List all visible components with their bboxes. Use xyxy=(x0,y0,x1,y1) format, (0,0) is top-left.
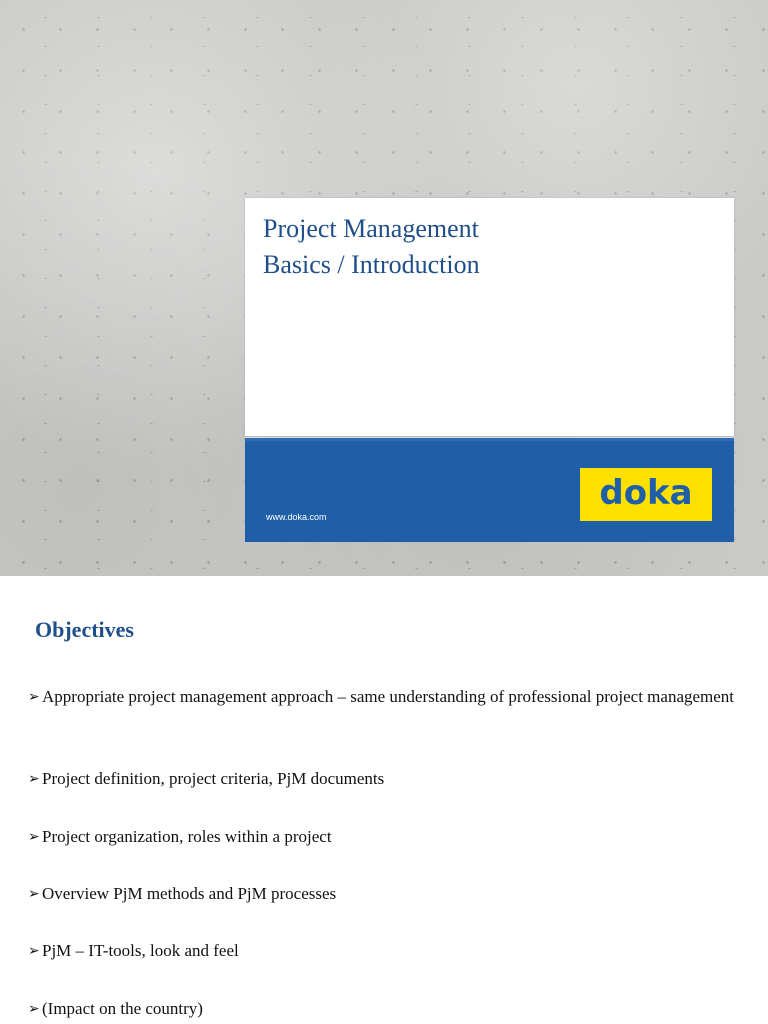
objective-text: Overview PjM methods and PjM processes xyxy=(42,884,337,903)
arrow-bullet-icon: ➢ xyxy=(28,943,40,959)
objective-item xyxy=(28,686,758,708)
arrow-bullet-icon: ➢ xyxy=(28,689,40,705)
objective-text: (Impact on the country) xyxy=(42,999,203,1018)
objectives-heading: Objectives xyxy=(35,617,134,642)
objective-text: PjM – IT-tools, look and feel xyxy=(42,941,239,960)
objective-item xyxy=(28,768,758,790)
arrow-bullet-icon: ➢ xyxy=(28,771,40,787)
objectives-slide xyxy=(0,576,768,1024)
title-line-2: Basics / Introduction xyxy=(263,250,480,279)
objective-item xyxy=(28,883,758,905)
arrow-bullet-icon: ➢ xyxy=(28,1001,40,1017)
objective-text: Project definition, project criteria, PjM documents xyxy=(42,769,385,788)
doka-logo-text: doka xyxy=(599,473,693,513)
arrow-bullet-icon: ➢ xyxy=(28,829,40,845)
website-url: www.doka.com xyxy=(266,512,327,522)
objective-item xyxy=(28,998,758,1020)
objective-item xyxy=(28,826,758,848)
arrow-bullet-icon: ➢ xyxy=(28,886,40,902)
doka-logo xyxy=(580,468,712,521)
objective-text: Appropriate project management approach – same understanding of professional project management xyxy=(42,687,735,706)
objective-text: Project organization, roles within a project xyxy=(42,827,332,846)
objective-item xyxy=(28,940,758,962)
title-card xyxy=(245,198,734,436)
title-line-1: Project Management xyxy=(263,214,479,243)
footer-band xyxy=(245,437,734,542)
